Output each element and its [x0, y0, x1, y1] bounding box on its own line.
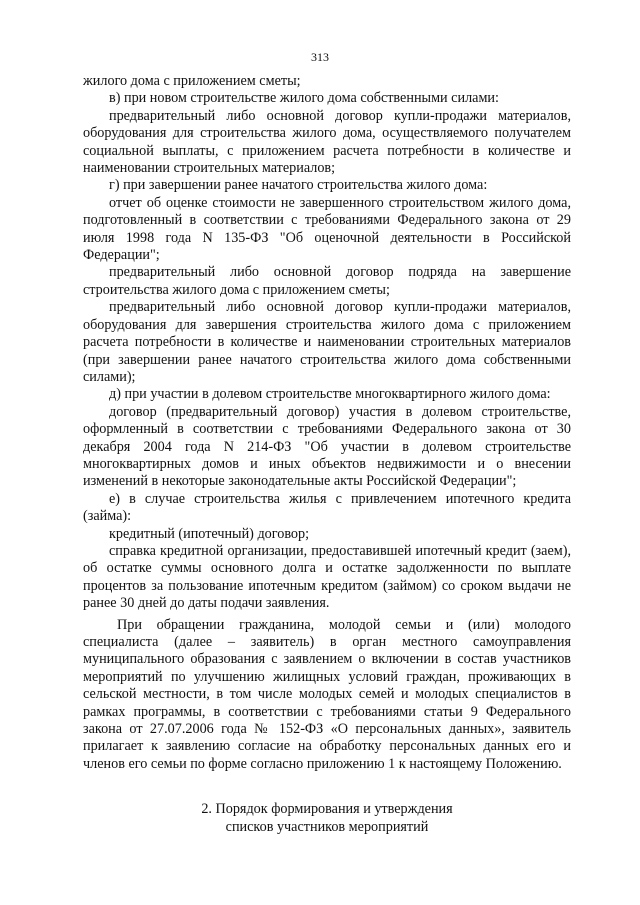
paragraph-shared-construction: договор (предварительный договор) участия в долевом строительстве, оформленный в соответствии с требованиями Федерального закона от 30 декабря 2004 года N 214-ФЗ "Об участии в долевом строительстве многоквартирных домов и иных объектов недвижимости и о внесении изменений в некоторые законодательные акты Российской Федерации"; [83, 403, 571, 490]
paragraph-materials-contract: предварительный либо основной договор купли-продажи материалов, оборудования для завершения строительства жилого дома с приложением расчета потребности в количестве и наименовании строительных материалов (при завершении ранее начатого строительства жилого дома собственными силами); [83, 299, 571, 385]
section-heading-line-1: 2. Порядок формирования и утверждения [201, 801, 453, 818]
page-number: 313 [311, 50, 329, 64]
paragraph-work-contract: предварительный либо основной договор подряда на завершение строительства жилого дома с приложением сметы; [83, 264, 571, 298]
paragraph-item-d: д) при участии в долевом строительстве многоквартирного жилого дома: [109, 386, 551, 403]
section-heading [83, 800, 571, 836]
paragraph-valuation-report: отчет об оценке стоимости не завершенного строительством жилого дома, подготовленный в соответствии с требованиями Федерального закона от 29 июля 1998 года N 135-ФЗ "Об оценочной деятельности в Российской Федерации"; [83, 194, 571, 264]
paragraph-credit-contract: кредитный (ипотечный) договор; [109, 525, 310, 542]
paragraph-bank-statement: справка кредитной организации, предоставившей ипотечный кредит (заем), об остатке суммы основного долга и остатке задолженности по выплате процентов за пользование ипотечным кредитом (займом) со сроком выдачи не ранее 30 дней до даты подачи заявления. [83, 542, 571, 612]
paragraph-purchase-contract: предварительный либо основной договор купли-продажи материалов, оборудования для строительства жилого дома, осуществляемого получателем социальной выплаты, с приложением расчета потребности в количестве и наименовании строительных материалов; [83, 107, 571, 177]
paragraph-continuation: жилого дома с приложением сметы; [83, 73, 301, 89]
paragraph-item-v: в) при новом строительстве жилого дома собственными силами: [109, 90, 499, 107]
paragraph-item-e: е) в случае строительства жилья с привлечением ипотечного кредита (займа): [83, 490, 571, 525]
document-body [83, 73, 571, 836]
paragraph-item-g: г) при завершении ранее начатого строительства жилого дома: [109, 177, 488, 194]
paragraph-applicant: При обращении гражданина, молодой семьи и (или) молодого специалиста (далее – заявитель) в орган местного самоуправления муниципального образования с заявлением о включении в состав участников мероприятий по улучшению жилищных условий граждан, проживающих в сельской местности, в том числе молодых семей и молодых специалистов в рамках программы, в соответствии с требованиями статьи 9 Федерального закона от 27.07.2006 года № 152-ФЗ «О персональных данных», заявитель прилагает к заявлению согласие на обработку персональных данных его и членов его семьи по форме согласно приложению 1 к настоящему Положению. [83, 616, 571, 772]
section-heading-line-2: списков участников мероприятий [225, 819, 429, 836]
